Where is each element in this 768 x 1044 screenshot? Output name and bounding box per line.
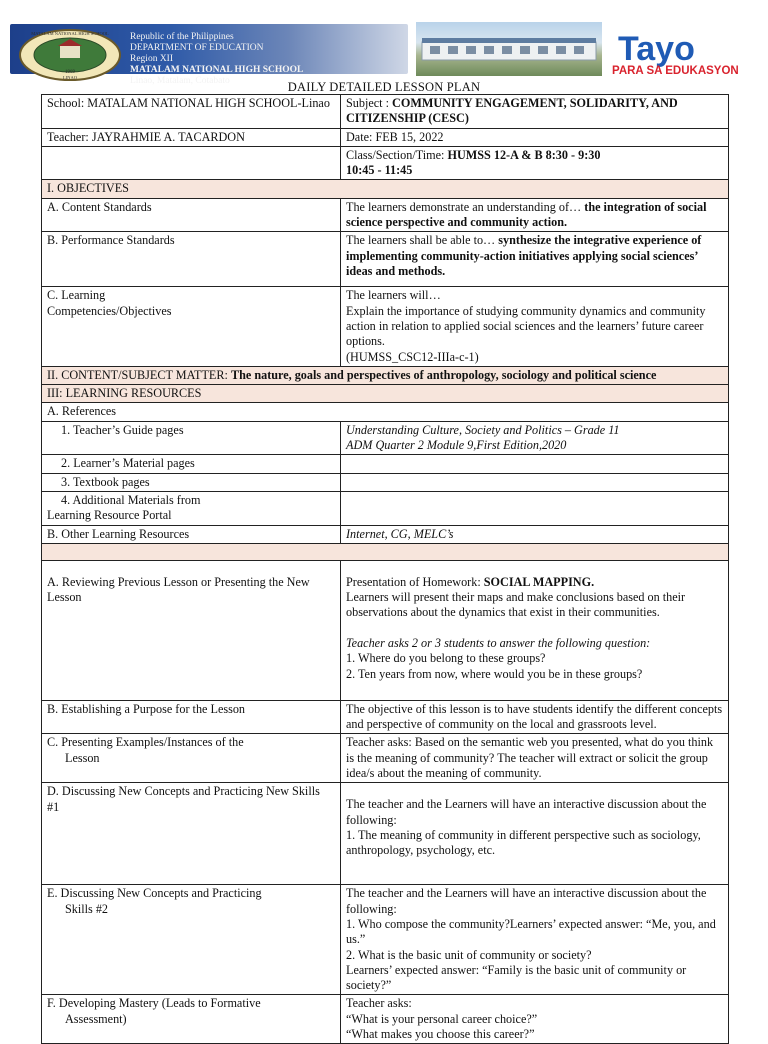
d-text: The teacher and the Learners will have an interactive discussion about the following:: [346, 797, 707, 827]
subject-label: Subject :: [346, 96, 393, 110]
a-question-1: 1. Where do you belong to these groups?: [346, 651, 546, 666]
f-label-2: Assessment): [65, 1011, 127, 1026]
purpose-value: The objective of this lesson is to have students identify the different concepts and perspective of community on the local and grassroots level.: [341, 700, 729, 734]
c-label-2: Lesson: [65, 750, 100, 765]
tayo-logo-icon: [600, 22, 762, 80]
f-label-1: F. Developing Mastery (Leads to Formative: [47, 996, 261, 1011]
f-question-2: “What makes you choose this career?”: [346, 1026, 535, 1041]
table-row: [42, 995, 729, 1044]
table-row: [42, 783, 729, 885]
banner-line: Linao, Matalam, Cotabato: [130, 76, 230, 86]
lesson-plan-table: [41, 94, 729, 1044]
presenting-examples-label: [42, 734, 341, 783]
subject-cell: [341, 95, 729, 129]
learners-material-value: [341, 455, 729, 473]
textbook-label: [42, 473, 341, 491]
performance-standards-label: B. Performance Standards: [42, 232, 341, 287]
table-row: [42, 700, 729, 734]
a-question-2: 2. Ten years from now, where would you be in these groups?: [346, 666, 643, 681]
table-row: [42, 560, 729, 700]
school-label: School:: [47, 96, 88, 110]
competency-label-1: C. Learning: [47, 288, 106, 303]
e-question-1: 1. Who compose the community?Learners’ expected answer: “Me, you, and us.”: [346, 916, 716, 947]
class-time-2: 10:45 - 11:45: [346, 163, 413, 178]
additional-materials-label: [42, 491, 341, 525]
table-row: [42, 473, 729, 491]
banner-line: Republic of the Philippines: [130, 32, 234, 42]
e-answer-2: Learners’ expected answer: “Family is the basic unit of community or society?”: [346, 962, 687, 993]
a-text: Learners will present their maps and make conclusions based on their observations about the dynamics that exist in their communities.: [346, 590, 686, 620]
content-label: II. CONTENT/SUBJECT MATTER:: [47, 367, 231, 382]
f-text: Teacher asks:: [346, 996, 412, 1011]
performance-bold: synthesize the integrative experience of implementing community-action initiatives applying social sciences’ ideas and methods.: [346, 233, 702, 278]
table-row: [42, 198, 729, 232]
content-standards-value: [341, 198, 729, 232]
tg-value-2: ADM Quarter 2 Module 9,First Edition,2020: [346, 438, 567, 453]
page-title: DAILY DETAILED LESSON PLAN: [287, 80, 481, 94]
subject-value: COMMUNITY ENGAGEMENT, SOLIDARITY, AND CITIZENSHIP (CESC): [346, 96, 678, 126]
banner-line: DEPARTMENT OF EDUCATION: [130, 43, 264, 53]
building-icon: [416, 22, 602, 76]
school-building-photo: [416, 22, 602, 76]
class-label: Class/Section/Time:: [346, 147, 448, 162]
a-bold: SOCIAL MAPPING.: [483, 574, 595, 589]
performance-standards-value: [341, 232, 729, 287]
date-label: Date:: [346, 129, 376, 144]
school-value: MATALAM NATIONAL HIGH SCHOOL-Linao: [87, 96, 330, 110]
competency-code: (HUMSS_CSC12-IIIa-c-1): [346, 349, 479, 364]
school-seal-icon: [18, 28, 122, 82]
table-row: [42, 491, 729, 525]
e-text: The teacher and the Learners will have an interactive discussion about the following:: [346, 886, 707, 916]
objectives-heading: I. OBJECTIVES: [42, 180, 729, 198]
discussing-1-value: [341, 783, 729, 885]
banner-line: MATALAM NATIONAL HIGH SCHOOL: [130, 65, 304, 75]
discussing-2-value: [341, 885, 729, 995]
school-banner: [10, 24, 408, 86]
content-lead: The learners demonstrate an understanding of…: [346, 199, 585, 214]
date-cell: [341, 128, 729, 146]
seal-year: 1969: [65, 70, 75, 75]
table-row: [42, 421, 729, 455]
e-question-2: 2. What is the basic unit of community or society?: [346, 947, 592, 962]
content-text: The nature, goals and perspectives of anthropology, sociology and political science: [230, 367, 657, 382]
c-label-1: C. Presenting Examples/Instances of the: [47, 735, 244, 750]
seal-town: LINAO: [63, 75, 77, 80]
table-row: [42, 525, 729, 543]
table-row: [42, 95, 729, 129]
content-standards-label: A. Content Standards: [42, 198, 341, 232]
e-label-2: Skills #2: [65, 901, 109, 916]
developing-mastery-label: [42, 995, 341, 1044]
content-subject-matter: [42, 366, 729, 384]
purpose-label: B. Establishing a Purpose for the Lesson: [42, 700, 341, 734]
reviewing-label: A. Reviewing Previous Lesson or Presenting the New Lesson: [42, 560, 341, 700]
e-label-1: E. Discussing New Concepts and Practicing: [47, 886, 262, 901]
additional-materials-value: [341, 491, 729, 525]
reviewing-value: [341, 560, 729, 700]
table-row: [42, 146, 729, 180]
seal-name: MATALAM NATIONAL HIGH SCHOOL: [31, 31, 109, 36]
references-label: A. References: [42, 403, 729, 421]
a-lead: Presentation of Homework:: [346, 574, 484, 589]
section-heading-row: [42, 385, 729, 403]
school-cell: [42, 95, 341, 129]
learners-material-label: [42, 455, 341, 473]
discussing-1-label: D. Discussing New Concepts and Practicing New Skills #1: [42, 783, 341, 885]
section-heading-row: [42, 180, 729, 198]
table-row: [42, 287, 729, 366]
teacher-value: JAYRAHMIE A. TACARDON: [91, 129, 245, 144]
content-bold: the integration of social science perspective and community action.: [346, 199, 707, 230]
class-value: HUMSS 12-A & B 8:30 - 9:30: [447, 147, 601, 162]
empty-cell: [42, 146, 341, 180]
tg-label: 1. Teacher’s Guide pages: [61, 422, 184, 437]
tb-label: 3. Textbook pages: [61, 474, 150, 489]
document-header: [0, 18, 768, 86]
presenting-examples-value: Teacher asks: Based on the semantic web you presented, what do you think is the meaning of community? The teacher will extract or solicit the group idea/s about the meaning of community.: [341, 734, 729, 783]
textbook-value: [341, 473, 729, 491]
table-row: [42, 885, 729, 995]
other-resources-value: Internet, CG, MELC’s: [341, 525, 729, 543]
section-heading-row: [42, 543, 729, 560]
teachers-guide-value: [341, 421, 729, 455]
section-heading-row: [42, 366, 729, 384]
logo-tagline: PARA SA EDUKASYON: [612, 65, 739, 77]
a-ital: Teacher asks 2 or 3 students to answer the following question:: [346, 636, 651, 651]
table-row: [42, 403, 729, 421]
competency-lead: The learners will…: [346, 288, 441, 303]
procedures-heading: [42, 543, 729, 560]
discussing-2-label: [42, 885, 341, 995]
tg-value-1: Understanding Culture, Society and Politics – Grade 11: [346, 422, 620, 437]
logo-word: Tayo: [618, 30, 695, 68]
lm-label: 2. Learner’s Material pages: [61, 456, 195, 471]
teacher-cell: [42, 128, 341, 146]
table-row: [42, 232, 729, 287]
teacher-label: Teacher:: [47, 129, 92, 144]
am-label-2: Learning Resource Portal: [47, 508, 172, 523]
other-resources-label: B. Other Learning Resources: [42, 525, 341, 543]
class-cell: [341, 146, 729, 180]
table-row: [42, 128, 729, 146]
banner-line: Region XII: [130, 54, 174, 64]
performance-lead: The learners shall be able to…: [346, 233, 499, 248]
am-label-1: 4. Additional Materials from: [61, 492, 201, 507]
developing-mastery-value: [341, 995, 729, 1044]
competencies-label: [42, 287, 341, 366]
table-row: [42, 734, 729, 783]
resources-heading: III: LEARNING RESOURCES: [42, 385, 729, 403]
competency-label-2: Competencies/Objectives: [47, 303, 172, 318]
table-row: [42, 455, 729, 473]
f-question-1: “What is your personal career choice?”: [346, 1011, 538, 1026]
competencies-value: [341, 287, 729, 366]
date-value: FEB 15, 2022: [375, 129, 444, 144]
banner-text: [130, 32, 303, 87]
teachers-guide-label: [42, 421, 341, 455]
competency-text: Explain the importance of studying community dynamics and community action in relation to applied social sciences and the learners’ future career options.: [346, 303, 706, 349]
d-item: 1. The meaning of community in different perspective such as sociology, anthropology, psychology, etc.: [346, 827, 701, 858]
